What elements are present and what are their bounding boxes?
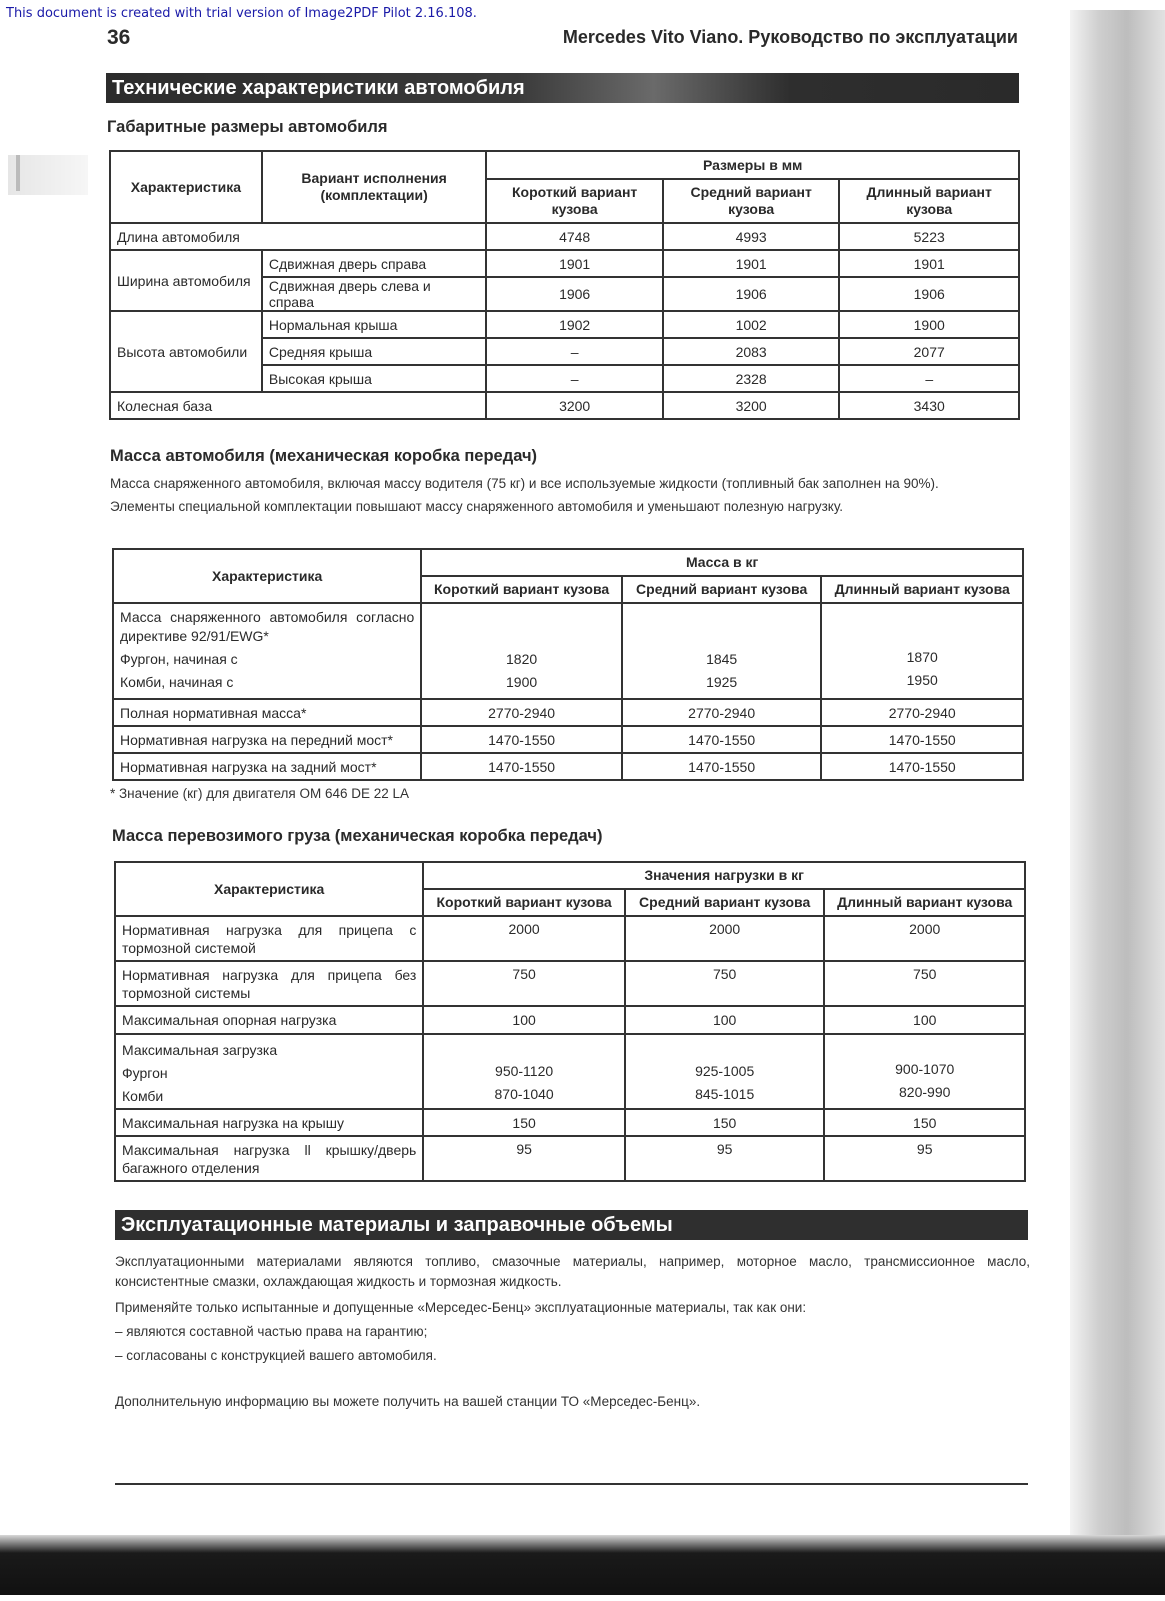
fluids-paragraph-3: Дополнительную информацию вы можете получить на вашей станции ТО «Мерседес-Бенц». (115, 1394, 701, 1409)
cell-mid: 95 (625, 1136, 825, 1181)
col-header-long: Длинный вариант кузова (824, 889, 1025, 916)
col-header-long: Длинный вариант кузова (839, 179, 1019, 223)
mass-table (112, 548, 1024, 781)
cell-short: 100 (423, 1006, 625, 1034)
col-header-char: Характеристика (110, 151, 262, 223)
value-kombi: 870-1040 (494, 1086, 554, 1102)
table-row (115, 961, 1025, 1006)
row-label: Нормативная нагрузка для прицепа без тормозной системы (115, 961, 423, 1006)
cell-short: – (486, 338, 663, 365)
cell-mid: 1901 (663, 250, 840, 277)
cell-long: 100 (824, 1006, 1025, 1034)
row-label (113, 603, 421, 699)
mass-paragraph-2: Элементы специальной комплектации повышают массу снаряженного автомобиля и уменьшают полезную нагрузку. (110, 499, 844, 514)
col-header-mid: Средний вариант кузова (625, 889, 825, 916)
cell-short: 1470-1550 (421, 753, 622, 780)
fluids-paragraph-1: Эксплуатационными материалами являются топливо, смазочные материалы, например, моторное масло, трансмиссионное масло, консистентные смазки, охлаждающая жидкость и тормозная жидкость. (115, 1254, 1030, 1289)
cell-long: 1901 (839, 250, 1019, 277)
table-row (113, 603, 1023, 699)
row-label: Нормативная нагрузка на задний мост* (113, 753, 421, 780)
cell-mid: 2770-2940 (622, 699, 822, 726)
cell-short: 1470-1550 (421, 726, 622, 753)
col-header-variant: Вариант исполнения (комплектации) (262, 151, 487, 223)
cell-mid (625, 1034, 825, 1109)
cell-short: 1901 (486, 250, 663, 277)
col-header-short: Короткий вариант кузова (486, 179, 663, 223)
table-row (115, 1034, 1025, 1109)
col-header-short: Короткий вариант кузова (421, 576, 622, 603)
cell-variant: Средняя крыша (262, 338, 487, 365)
maxload-label: Максимальная загрузка (122, 1042, 278, 1058)
cell-short: 4748 (486, 223, 663, 250)
adjacent-page-edge (1070, 10, 1165, 1535)
kombi-label: Комби, начиная с (120, 674, 234, 690)
table-row (115, 916, 1025, 961)
cell-mid: 3200 (663, 392, 840, 419)
row-label: Полная нормативная масса* (113, 699, 421, 726)
row-label: Нормативная нагрузка на передний мост* (113, 726, 421, 753)
cell-mid: 2328 (663, 365, 840, 392)
col-header-long: Длинный вариант кузова (821, 576, 1023, 603)
table-row (115, 1006, 1025, 1034)
row-label: Колесная база (110, 392, 486, 419)
col-header-mid: Средний вариант кузова (622, 576, 822, 603)
col-header-group: Размеры в мм (486, 151, 1019, 179)
cell-mid: 150 (625, 1109, 825, 1136)
cell-short (421, 603, 622, 699)
value-kombi: 820-990 (899, 1084, 951, 1100)
cell-mid: 4993 (663, 223, 840, 250)
row-label: Максимальная опорная нагрузка (115, 1006, 423, 1034)
van-label: Фургон (122, 1065, 168, 1081)
value-kombi: 1950 (906, 672, 938, 688)
mass-heading: Масса автомобиля (механическая коробка передач) (110, 447, 538, 465)
cell-short: 3200 (486, 392, 663, 419)
cell-variant: Высокая крыша (262, 365, 487, 392)
bottom-divider (115, 1483, 1028, 1485)
cell-long: 1900 (839, 311, 1019, 338)
row-label (115, 1034, 423, 1109)
section-banner-specs: Технические характеристики автомобиля (106, 73, 1019, 103)
cell-long: 2000 (824, 916, 1025, 961)
value-van: 1820 (506, 651, 538, 667)
col-header-char: Характеристика (115, 862, 423, 916)
cell-long: 150 (824, 1109, 1025, 1136)
value-kombi: 845-1015 (695, 1086, 755, 1102)
col-header-group: Масса в кг (421, 549, 1023, 576)
cargo-table (114, 861, 1026, 1182)
cell-long: 5223 (839, 223, 1019, 250)
table-row (115, 1136, 1025, 1181)
table-row (110, 392, 1019, 419)
cell-short: 750 (423, 961, 625, 1006)
value-van: 925-1005 (695, 1063, 755, 1079)
table-row (115, 1109, 1025, 1136)
cell-short: 150 (423, 1109, 625, 1136)
table-row (110, 311, 1019, 338)
col-header-char: Характеристика (113, 549, 421, 603)
book-title: Mercedes Vito Viano. Руководство по эксплуатации (562, 27, 1018, 47)
cell-variant: Сдвижная дверь слева и справа (262, 277, 487, 311)
row-label: Нормативная нагрузка для прицепа с тормозной системой (115, 916, 423, 961)
row-label: Длина автомобиля (110, 223, 486, 250)
kombi-label: Комби (122, 1088, 164, 1104)
table-row (110, 223, 1019, 250)
cell-short: – (486, 365, 663, 392)
row-label: Ширина автомобиля (110, 250, 262, 311)
cargo-heading: Масса перевозимого груза (механическая коробка передач) (112, 827, 603, 845)
cell-long (824, 1034, 1025, 1109)
cell-long: 2770-2940 (821, 699, 1023, 726)
cell-mid: 1002 (663, 311, 840, 338)
col-header-short: Короткий вариант кузова (423, 889, 625, 916)
fluids-bullet-1: – являются составной частью права на гарантию; (115, 1324, 428, 1339)
cell-long: 750 (824, 961, 1025, 1006)
scan-artifact (8, 155, 88, 195)
cell-long (821, 603, 1023, 699)
van-label: Фургон, начиная с (120, 651, 238, 667)
cell-mid: 2083 (663, 338, 840, 365)
cell-short: 2000 (423, 916, 625, 961)
trial-notice: This document is created with trial version of Image2PDF Pilot 2.16.108. (6, 6, 477, 21)
cell-short: 1902 (486, 311, 663, 338)
table-row (110, 250, 1019, 277)
cell-short: 2770-2940 (421, 699, 622, 726)
mass-footnote: * Значение (кг) для двигателя OM 646 DE 22 LA (110, 786, 410, 801)
cell-mid: 750 (625, 961, 825, 1006)
mass-paragraph-1: Масса снаряженного автомобиля, включая массу водителя (75 кг) и все используемые жидкости (топливный бак заполнен на 90%). (110, 476, 939, 491)
row-label: Максимальная нагрузка ll крышку/дверь багажного отделения (115, 1136, 423, 1181)
cell-long: – (839, 365, 1019, 392)
value-van: 1845 (706, 651, 738, 667)
cell-long: 2077 (839, 338, 1019, 365)
dims-table (109, 150, 1020, 420)
curb-mass-label: Масса снаряженного автомобиля согласно директиве 92/91/EWG* (120, 609, 415, 644)
cell-variant: Нормальная крыша (262, 311, 487, 338)
section-banner-fluids: Эксплуатационные материалы и заправочные объемы (115, 1210, 1028, 1240)
dims-heading: Габаритные размеры автомобиля (107, 118, 388, 136)
col-header-group: Значения нагрузки в кг (423, 862, 1025, 889)
value-van: 950-1120 (495, 1063, 554, 1079)
row-label: Высота автомобили (110, 311, 262, 392)
value-kombi: 1925 (706, 674, 738, 690)
cell-short (423, 1034, 625, 1109)
cell-mid: 1470-1550 (622, 753, 822, 780)
cell-long: 1906 (839, 277, 1019, 311)
cell-mid (622, 603, 822, 699)
table-row (113, 726, 1023, 753)
value-van: 900-1070 (895, 1061, 955, 1077)
cell-variant: Сдвижная дверь справа (262, 250, 487, 277)
scan-bottom-shadow (0, 1535, 1165, 1595)
cell-long: 3430 (839, 392, 1019, 419)
page-number: 36 (107, 26, 131, 49)
cell-short: 1906 (486, 277, 663, 311)
fluids-paragraph-2: Применяйте только испытанные и допущенные «Мерседес-Бенц» эксплуатационные материалы, так как они: (115, 1300, 807, 1315)
row-label: Максимальная нагрузка на крышу (115, 1109, 423, 1136)
cell-mid: 2000 (625, 916, 825, 961)
cell-long: 1470-1550 (821, 726, 1023, 753)
cell-mid: 1470-1550 (622, 726, 822, 753)
table-row (113, 699, 1023, 726)
cell-short: 95 (423, 1136, 625, 1181)
fluids-bullet-2: – согласованы с конструкцией вашего автомобиля. (115, 1348, 437, 1363)
cell-mid: 100 (625, 1006, 825, 1034)
col-header-mid: Средний вариант кузова (663, 179, 840, 223)
value-van: 1870 (906, 649, 938, 665)
cell-long: 95 (824, 1136, 1025, 1181)
table-row (113, 753, 1023, 780)
cell-mid: 1906 (663, 277, 840, 311)
value-kombi: 1900 (506, 674, 538, 690)
cell-long: 1470-1550 (821, 753, 1023, 780)
